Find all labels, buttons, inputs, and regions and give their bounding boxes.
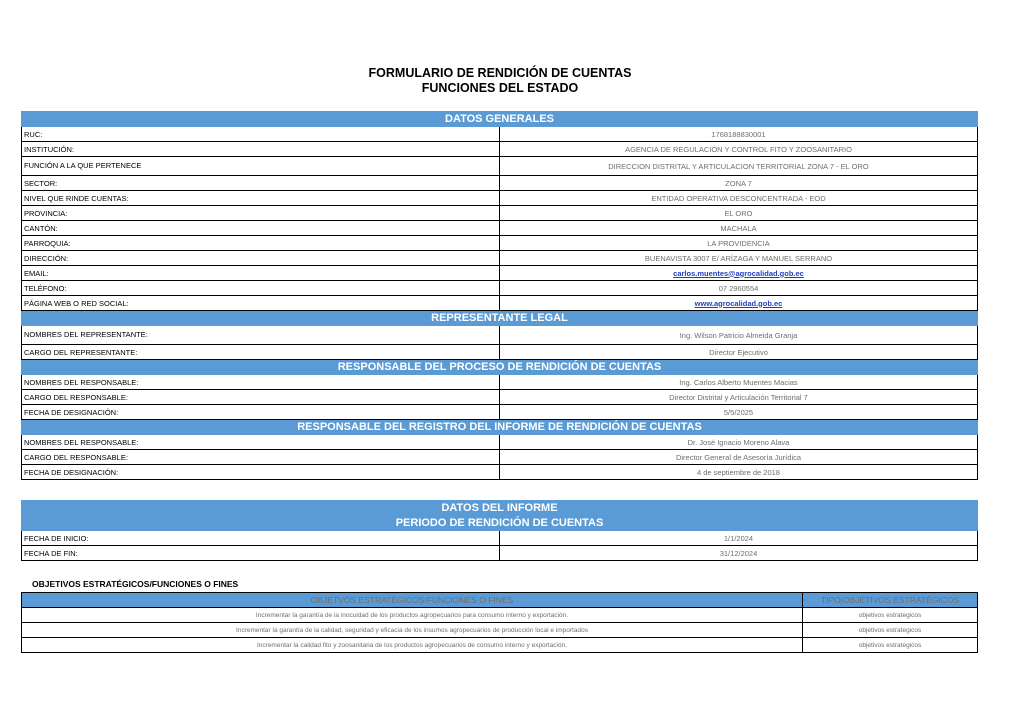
field-value: 07 2960554 [500, 281, 978, 296]
field-value: 5/5/2025 [500, 405, 978, 420]
field-value [500, 296, 978, 311]
objective-type-cell: objetivos estrategicos [803, 608, 978, 623]
field-value: Director Ejecutivo [500, 345, 978, 360]
field-value: BUENAVISTA 3007 E/ ARÍZAGA Y MANUEL SERRANO [500, 251, 978, 266]
table-row [22, 221, 978, 236]
section-header-datos-informe: DATOS DEL INFORME [22, 501, 978, 516]
field-value: ZONA 7 [500, 176, 978, 191]
table-row [22, 281, 978, 296]
table-row [22, 191, 978, 206]
field-label: CARGO DEL REPRESENTANTE: [22, 345, 500, 360]
field-value: 31/12/2024 [500, 546, 978, 561]
table-row [22, 450, 978, 465]
objective-cell: Incrementar la garantía de la calidad, seguridad y eficacia de los insumos agropecuarios de producción local e importados [22, 623, 803, 638]
field-label: FECHA DE FIN: [22, 546, 500, 561]
field-value: Director General de Asesoría Jurídica [500, 450, 978, 465]
field-label: TELÉFONO: [22, 281, 500, 296]
table-row [22, 390, 978, 405]
general-data-table [21, 111, 978, 480]
objective-type-cell: objetivos estrategicos [803, 623, 978, 638]
table-row [22, 176, 978, 191]
section-header-responsable-proceso: RESPONSABLE DEL PROCESO DE RENDICIÓN DE CUENTAS [22, 360, 978, 375]
table-row [22, 608, 978, 623]
section-header-datos-generales: DATOS GENERALES [22, 112, 978, 127]
table-row [22, 266, 978, 281]
field-label: SECTOR: [22, 176, 500, 191]
table-row [22, 531, 978, 546]
field-value: ENTIDAD OPERATIVA DESCONCENTRADA - EOD [500, 191, 978, 206]
table-row [22, 435, 978, 450]
table-row [22, 465, 978, 480]
field-label: FECHA DE INICIO: [22, 531, 500, 546]
table-row [22, 638, 978, 653]
field-value: 1/1/2024 [500, 531, 978, 546]
field-label: NOMBRES DEL RESPONSABLE: [22, 435, 500, 450]
field-label: PÁGINA WEB O RED SOCIAL: [22, 296, 500, 311]
table-row [22, 157, 978, 176]
field-label: FUNCIÓN A LA QUE PERTENECE [22, 157, 500, 176]
table-row [22, 326, 978, 345]
table-row [22, 251, 978, 266]
form-title: FORMULARIO DE RENDICIÓN DE CUENTAS [368, 66, 632, 80]
field-label: CARGO DEL RESPONSABLE: [22, 390, 500, 405]
website-link[interactable]: www.agrocalidad.gob.ec [694, 298, 783, 308]
field-value: Ing. Carlos Alberto Muentes Macias [500, 375, 978, 390]
objectives-table [21, 592, 978, 653]
field-label: INSTITUCIÓN: [22, 142, 500, 157]
field-label: PROVINCIA: [22, 206, 500, 221]
field-label: EMAIL: [22, 266, 500, 281]
objective-cell: Incrementar la calidad fito y zoosanitaria de los productos agropecuarios de consumo interno y exportación. [22, 638, 803, 653]
table-row [22, 142, 978, 157]
field-value: DIRECCION DISTRITAL Y ARTICULACION TERRITORIAL ZONA 7 - EL ORO [500, 157, 978, 176]
table-row [22, 127, 978, 142]
objective-type-cell: objetivos estrategicos [803, 638, 978, 653]
objective-cell: Incrementar la garantía de la inocuidad de los productos agropecuarios para consumo interno y exportación. [22, 608, 803, 623]
table-row [22, 206, 978, 221]
field-value: EL ORO [500, 206, 978, 221]
field-label: CARGO DEL RESPONSABLE: [22, 450, 500, 465]
field-value: Ing. Wilson Patricio Almeida Granja [500, 326, 978, 345]
report-data-table [21, 500, 978, 561]
field-label: RUC: [22, 127, 500, 142]
field-value: Director Distrital y Articulación Territorial 7 [500, 390, 978, 405]
field-label: CANTÓN: [22, 221, 500, 236]
table-row [22, 296, 978, 311]
field-value [500, 266, 978, 281]
field-value: 4 de septiembre de 2018 [500, 465, 978, 480]
field-value: Dr. José Ignacio Moreno Alava [500, 435, 978, 450]
field-value: LA PROVIDENCIA [500, 236, 978, 251]
field-value: MACHALA [500, 221, 978, 236]
table-row [22, 236, 978, 251]
column-header-objetivos: OBJETVOS ESTRATÉGICOS/FUNCIONES O FINES [22, 593, 803, 608]
table-row [22, 623, 978, 638]
field-label: DIRECCIÓN: [22, 251, 500, 266]
column-header-tipo: TIPO|OBJETIVOS ESTRATÉGICOS [803, 593, 978, 608]
form-subtitle: FUNCIONES DEL ESTADO [421, 81, 579, 95]
email-link[interactable]: carlos.muentes@agrocalidad.gob.ec [673, 268, 804, 278]
field-value: 1768188830001 [500, 127, 978, 142]
table-row [22, 405, 978, 420]
field-label: NIVEL QUE RINDE CUENTAS: [22, 191, 500, 206]
field-label: NOMBRES DEL REPRESENTANTE: [22, 326, 500, 345]
field-value: AGENCIA DE REGULACIÓN Y CONTROL FITO Y ZOOSANITARIO [500, 142, 978, 157]
section-header-responsable-registro: RESPONSABLE DEL REGISTRO DEL INFORME DE RENDICIÓN DE CUENTAS [22, 420, 978, 435]
field-label: PARROQUIA: [22, 236, 500, 251]
section-header-representante: REPRESENTANTE LEGAL [22, 311, 978, 326]
table-row [22, 546, 978, 561]
section-header-periodo: PERIODO DE RENDICIÓN DE CUENTAS [22, 516, 978, 531]
field-label: FECHA DE DESIGNACIÓN: [22, 405, 500, 420]
table-row [22, 375, 978, 390]
objectives-section-title: OBJETIVOS ESTRATÉGICOS/FUNCIONES O FINES [32, 579, 239, 589]
table-row [22, 345, 978, 360]
field-label: FECHA DE DESIGNACIÓN: [22, 465, 500, 480]
field-label: NOMBRES DEL RESPONSABLE: [22, 375, 500, 390]
